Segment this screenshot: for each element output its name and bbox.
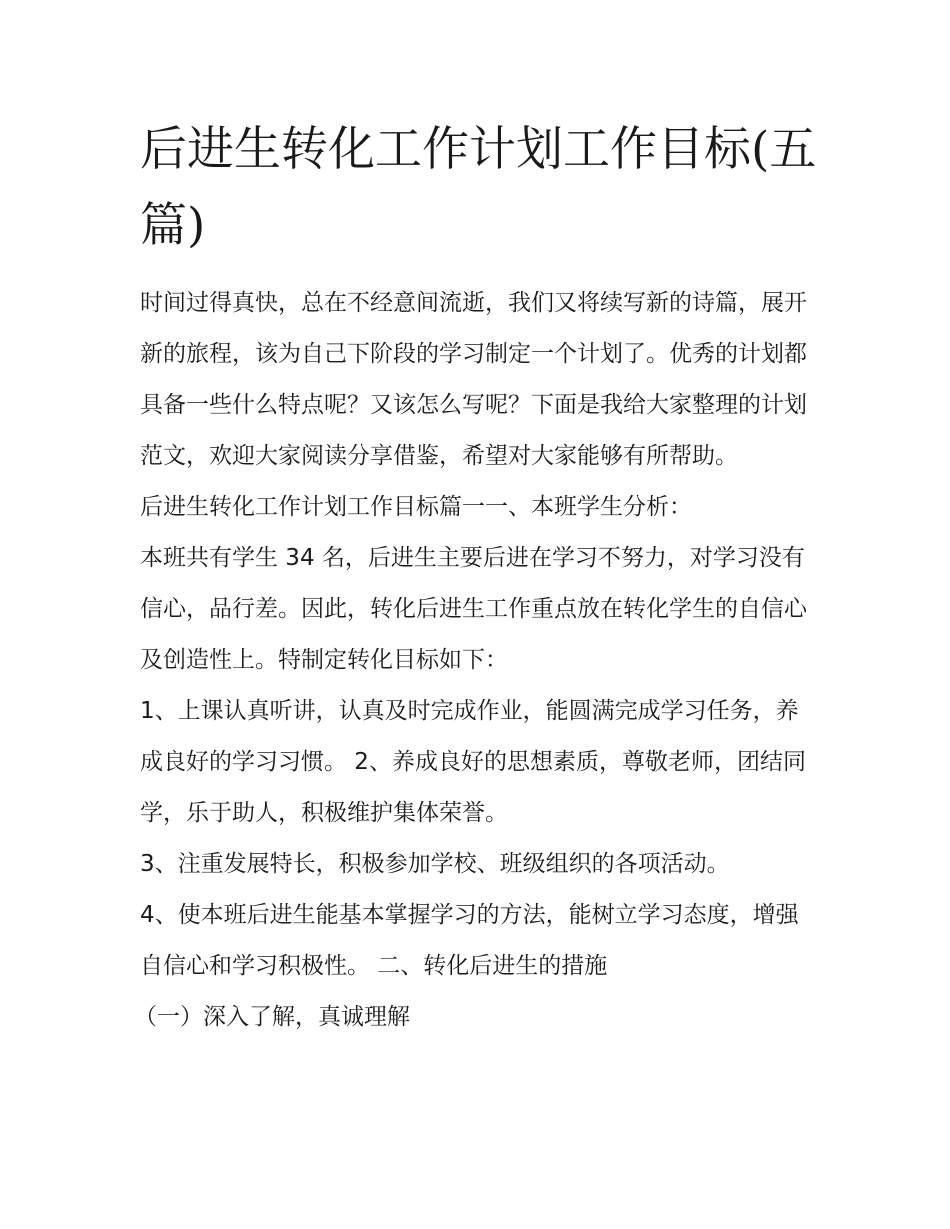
paragraph-goal-4: 4、使本班后进生能基本掌握学习的方法，能树立学习态度，增强自信心和学习积极性。 二、转化后进生的措施 (140, 902, 799, 979)
paragraph-class-analysis: 本班共有学生 34 名，后进生主要后进在学习不努力，对学习没有信心，品行差。因此，转化后进生工作重点放在转化学生的自信心及创造性上。特制定转化目标如下： (140, 545, 807, 673)
document-title: 后进生转化工作计划工作目标(五篇) (140, 122, 817, 253)
paragraph-goal-1-2: 1、上课认真听讲，认真及时完成作业，能圆满完成学习任务，养成良好的学习习惯。 2、养成良好的思想素质，尊敬老师，团结同学，乐于助人，积极维护集体荣誉。 (140, 698, 806, 826)
paragraph-goal-3: 3、注重发展特长，积极参加学校、班级组织的各项活动。 (140, 851, 730, 877)
paragraph-subheading: （一）深入了解，真诚理解 (134, 1004, 410, 1030)
document-body (134, 278, 816, 1043)
paragraph-section-heading: 后进生转化工作计划工作目标篇一一、本班学生分析： (140, 494, 692, 520)
paragraph-intro: 时间过得真快，总在不经意间流逝，我们又将续写新的诗篇，展开新的旅程，该为自己下阶段的学习制定一个计划了。优秀的计划都具备一些什么特点呢？又该怎么写呢？下面是我给大家整理的计划范文，欢迎大家阅读分享借鉴，希望对大家能够有所帮助。 (140, 290, 807, 469)
